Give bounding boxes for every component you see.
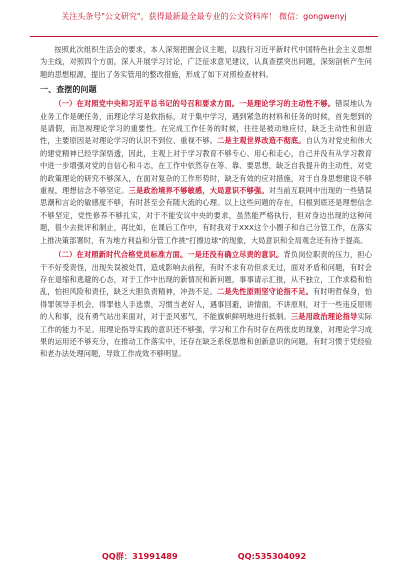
header-text: 关注头条号"公文研究"，获得最新最全最专业的公文资料库！ 微信：gongwenyj — [61, 12, 347, 21]
footer-qq-group: QQ群：31991489 — [101, 551, 178, 561]
footer-qq: QQ:535304092 — [237, 551, 307, 561]
paragraph-1-heading: （一）在对照党中央和习近平总书记的号召和要求方面。一是理论学习的主动性不够。 — [54, 99, 336, 109]
paragraph-1-point-2-body: 自认为对党史和伟大的建党精神已经学深悟透，因此，主观上对于学习教育不够专心、用心和走心，自己并没有从学习教育中进一步增强对党的自信心和斗志，在工作中依然存在等、靠、要思想，缺乏自我提升的主动性，对党的政策理论的研究不够深入，在面对复杂的工作形势时，缺乏有效的应对措施，对于自身思想建设不够重视，理想信念不够坚定。 — [40, 136, 372, 196]
paragraph-1-body: 错误地认为业务工作是硬任务，而理论学习是软指标，对于集中学习，遇到紧急的材料和任务的时候，首先想到的是请假，而忽视理论学习的重要性。在完成工作任务的时候，往往是被动地应付，缺乏主动性和创造性，主要原因是对理论学习的认识不到位、重视不够。 — [40, 99, 372, 146]
paragraph-1-point-3: 三是政治境界不够敏感，大局意识不够强。 — [128, 186, 269, 196]
paragraph-2 — [40, 249, 372, 361]
paragraph-1 — [40, 98, 372, 247]
paragraph-1-point-2: 二是主观世界改造不彻底。 — [217, 136, 306, 146]
page-header — [30, 12, 378, 37]
section-title: 一、查摆的问题 — [40, 85, 97, 95]
paragraph-2-point-3: 三是用政治理论指导 — [290, 312, 358, 322]
document-body — [40, 44, 372, 538]
paragraph-2-heading: （二）在对照新时代合格党员标准方面。一是还没有确立尽责的意识。 — [54, 250, 284, 260]
page-footer — [60, 550, 348, 564]
paragraph-2-body: 背负岗位职责的压力，担心干不好受责怪，出现失误被处罚，造成影响去前程，有时不求有功但求无过，面对矛盾和问题，有时会存在退缩和逃避的心态，对于工作中出现的新情况和新问题，事事请示汇报，从不独立，工作求稳和怕乱，怕担风险和责任，缺乏大胆负责精神，冲劲不足。 — [40, 250, 372, 297]
paragraph-1-point-3-body: 对当前互联网中出现的一些错误思潮和言论的敏感度不够，有时甚至会有随大流的心理。以上这些问题的存在，归根到底还是理想信念不够坚定，党性修养不够扎实，对于不能安议中央的要求，虽然能严格执行，但对身边出现的这种问题，很少去批评和制止，再比如，在课后工作中，有时我对于XXX这个小圈子和自己分管工作，在落实上推决策部署时，有为地方利益和分管工作挑"打擦边球"的现象，大局意识和全局观念还有待于提高。 — [40, 186, 372, 245]
paragraph-2-point-2: 二是先性原则坚守论指不足。 — [217, 287, 314, 297]
intro-paragraph: 按照此次组织生活会的要求，本人深刻把握会议主题，以践行习近平新时代中国特色社会主义思想为主线，对照四个方面，深入开展学习讨论，广泛征求意见建议，认真查摆突出问题，深刻剖析产生问题的思想根源，提出了务实管用的整改措施，形成了如下对照检查材料。 — [40, 45, 372, 79]
paragraph-2-point-3-body: 实际工作的能力不足。用理论指导实践的意识还不够强，学习和工作有时存在两张皮的现象，对理论学习成果的运用还不够充分，在推动工作落实中，还存在缺乏系统思维和创新意识的问题，有时习惯于凭经验和老办法处理问题，导致工作成效不够明显。 — [40, 312, 372, 359]
paragraph-2-point-2-body: 有时明哲保身，怕得罪领导手机会，得罪他人手选票，习惯当老好人，遇事回避，讲情面，不讲原则，对于一些违反原则的人和事，没有勇气站出来面对，对于歪风邪气，不能旗帜鲜明地进行抵制。 — [40, 287, 372, 322]
